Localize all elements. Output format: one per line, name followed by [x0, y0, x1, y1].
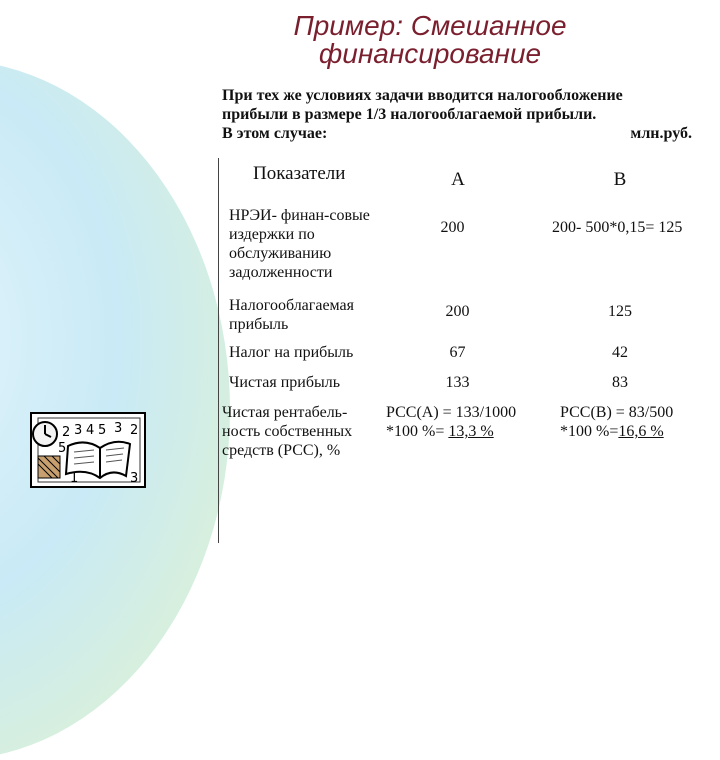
- table-cell-a: 200: [445, 303, 470, 320]
- background-decoration: [0, 60, 230, 760]
- final-row-label: Чистая рентабель-ность собственных средств (РСС), %: [222, 404, 353, 459]
- intro-line-2: прибыли в размере 1/3 налогооблагаемой прибыли.: [222, 106, 597, 123]
- column-header-a: A: [451, 169, 465, 190]
- title-line-2: финансирование: [318, 38, 542, 69]
- final-cell-a: [386, 403, 516, 441]
- icon-digit: 5: [58, 441, 67, 456]
- icon-digit: 2: [62, 425, 71, 440]
- page-title: [200, 12, 660, 68]
- table-left-border: [218, 158, 219, 543]
- intro-line-1: При тех же условиях задачи вводится налогообложение: [222, 87, 623, 104]
- table-row-label: НРЭИ- финан-совые издержки по обслуживанию задолженности: [229, 207, 370, 281]
- column-header-b: B: [613, 169, 627, 190]
- table-cell-b: 125: [608, 303, 632, 320]
- table-row-label: Чистая прибыль: [229, 374, 341, 391]
- icon-digit: 3: [130, 471, 139, 486]
- final-b-result-line: [560, 422, 673, 441]
- table-cell-b: 83: [612, 374, 628, 391]
- final-a-formula: РСС(А) = 133/1000: [386, 404, 517, 421]
- final-a-result: 13,3 %: [448, 423, 494, 440]
- table-row-label: Налог на прибыль: [229, 344, 354, 361]
- table-cell-a: 67: [449, 344, 466, 361]
- icon-digit: 1: [70, 471, 79, 486]
- intro-text: [222, 86, 692, 143]
- final-b-prefix: *100 %=: [560, 423, 619, 440]
- intro-case-label: В этом случае:: [222, 125, 328, 142]
- final-cell-b: [560, 403, 673, 441]
- final-b-formula: РСС(В) = 83/500: [560, 404, 674, 421]
- table-cell-a: 200: [440, 219, 465, 236]
- final-b-result: 16,6 %: [618, 423, 664, 440]
- unit-label: млн.руб.: [630, 125, 692, 142]
- table-row-label: Налогооблагаемая прибыль: [229, 297, 355, 333]
- icon-digit: 3: [74, 423, 83, 438]
- final-a-prefix: *100 %=: [386, 423, 449, 440]
- table-cell-a: 133: [445, 374, 470, 391]
- table-cell-b: 200- 500*0,15= 125: [552, 219, 683, 236]
- final-a-result-line: [386, 422, 516, 441]
- title-line-1: Пример: Смешанное: [293, 10, 567, 41]
- icon-digit: 3: [114, 421, 123, 436]
- book-clock-icon: [30, 412, 146, 493]
- column-header-indicators: Показатели: [253, 163, 346, 184]
- icon-digit: 2: [130, 423, 139, 438]
- table-cell-b: 42: [612, 344, 628, 361]
- icon-digit: 4: [86, 423, 95, 438]
- icon-digit: 5: [98, 423, 107, 438]
- intro-line-3: [222, 124, 692, 143]
